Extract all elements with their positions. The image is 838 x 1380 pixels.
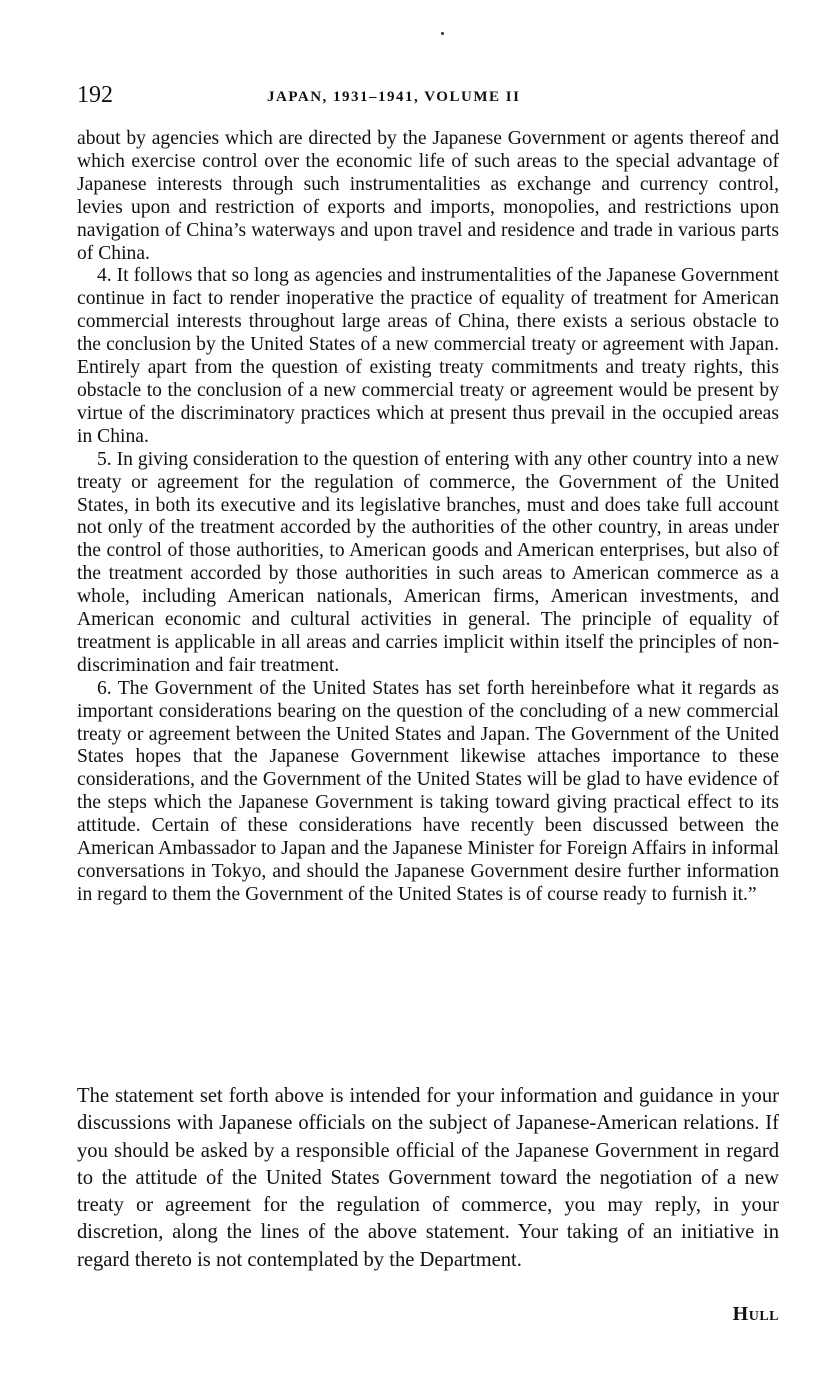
document-page — [77, 0, 779, 1380]
signature: Hull — [732, 1303, 779, 1325]
running-head: JAPAN, 1931–1941, VOLUME II — [267, 89, 521, 105]
closing-paragraph: The statement set forth above is intended for your information and guidance in your discussions with Japanese officials on the subject of Japanese-American relations. If you should be asked by a responsible official of the Japanese Government in regard to the attitude of the United States Government toward the negotiation of a new treaty or agreement for the regulation of commerce, you may reply, in your discretion, along the lines of the above statement. Your taking of an initiative in regard thereto is not contemplated by the Department. — [77, 1085, 779, 1271]
paragraph-5: 5. In giving consideration to the question of entering with any other country into a new treaty or agreement for the regulation of commerce, the Government of the United States, in both its executive and its legislative branches, must and does take full account not only of the treatment accorded by the authorities of the other country, in areas under the control of those authorities, to American goods and American enterprises, but also of the treatment accorded by those authorities in such areas to American commerce as a whole, including American nationals, American firms, American investments, and American economic and cultural activities in general. The principle of equality of treatment is applicable in all areas and carries implicit within itself the principles of non-discrimination and fair treatment. — [77, 448, 779, 676]
paragraph-4: 4. It follows that so long as agencies and instrumentalities of the Japanese Government continue in fact to render inoperative the practice of equality of treatment for American commercial interests throughout large areas of China, there exists a serious obstacle to the conclusion by the United States of a new commercial treaty or agreement with Japan. Entirely apart from the question of existing treaty commitments and treaty rights, this obstacle to the conclusion of a new commercial treaty or agreement would be present by virtue of the discriminatory practices which at present thus prevail in the occupied areas in China. — [77, 265, 779, 447]
page-mark — [441, 32, 444, 35]
closing-instructions — [77, 1083, 779, 1274]
quoted-statement — [77, 128, 779, 907]
page-header — [77, 80, 779, 110]
paragraph-6: 6. The Government of the United States has set forth hereinbefore what it regards as important considerations bearing on the question of the concluding of a new commercial treaty or agreement between the United States and Japan. The Government of the United States hopes that the Japanese Government likewise attaches importance to these considerations, and the Government of the United States will be glad to have evidence of the steps which the Japanese Government is taking toward giving practical effect to its attitude. Certain of these considerations have recently been discussed between the American Ambassador to Japan and the Japanese Minister for Foreign Affairs in informal conversations in Tokyo, and should the Japanese Government desire further information in regard to them the Government of the United States is of course ready to furnish it.” — [77, 677, 779, 905]
paragraph-continued: about by agencies which are directed by the Japanese Government or agents thereof and which exercise control over the economic life of such areas to the special advantage of Japanese interests through such instrumentalities as exchange and currency control, levies upon and restriction of exports and imports, monopolies, and restrictions upon navigation of China’s waterways and upon travel and residence and trade in various parts of China. — [77, 128, 779, 264]
page-number: 192 — [77, 82, 113, 108]
